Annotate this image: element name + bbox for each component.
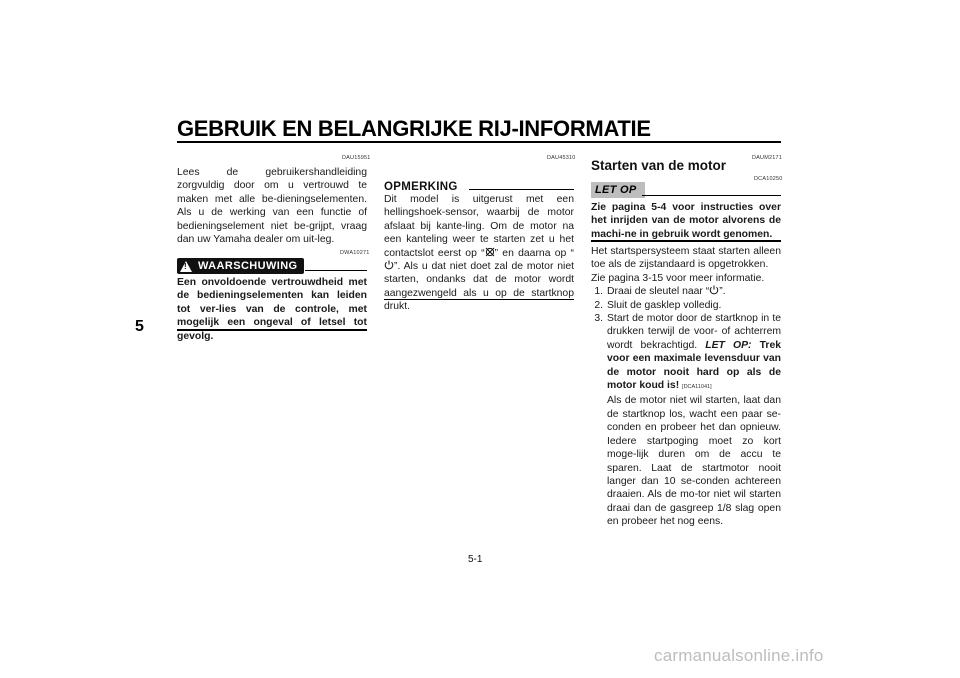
- reference-code: [DCA11041]: [682, 384, 712, 391]
- watermark: carmanualsonline.info: [654, 646, 824, 665]
- caution-rule: [591, 240, 781, 242]
- col1-warning-code: DWA10271: [340, 250, 370, 256]
- caution-code: DCA10250: [754, 176, 783, 182]
- col3-body: [591, 245, 781, 529]
- ignition-off-icon: [485, 247, 495, 257]
- col3-para2: Zie pagina 3-15 voor meer informatie.: [591, 272, 765, 284]
- caution-header-rule: [642, 195, 781, 196]
- warning-badge: [177, 258, 304, 274]
- col1-intro: Lees de gebruikershandleiding zorgvuldig door om u vertrouwd te maken met alle be-dieningselementen. Als u de werking van een functie of bedieningselement niet be-grijpt, vraag dan uw Yamaha dealer om uit-leg.: [177, 167, 367, 246]
- step-text: Start de motor door de startknop in te drukken terwijl de voor- of achterrem wordt bekrachtigd.: [607, 313, 781, 351]
- step-number: 3.: [594, 313, 603, 325]
- note-header: [384, 181, 574, 193]
- page-title: GEBRUIK EN BELANGRIJKE RIJ-INFORMATIE: [177, 116, 651, 141]
- list-item: [591, 312, 781, 394]
- col2-code: DAU45310: [547, 155, 576, 161]
- step3-followup: Als de motor niet wil starten, laat dan de startknop los, wacht een paar se-conden en probeer het dan opnieuw. Iedere startpoging moet zo kort moge-lijk duren om de accu te sparen. Laat de startmotor nooit langer dan 10 se-conden achtereen draaien. Als de mo-tor niet wil starten draai dan de gasgreep 1/8 slag open en probeer het nog eens.: [607, 395, 781, 528]
- col3-para1: Het startspersysteem staat starten alleen toe als de zijstandaard is opgetrokken.: [591, 246, 781, 271]
- page-number: 5-1: [468, 554, 483, 565]
- warning-text: Een onvoldoende vertrouwdheid met de bedieningselementen kan leiden tot ver-lies van de controle, met mogelijk een ongeval of letsel tot gevolg.: [177, 277, 367, 342]
- warning-header: [177, 258, 367, 276]
- step-text: Sluit de gasklep volledig.: [607, 299, 722, 311]
- warning-label: WAARSCHUWING: [198, 260, 298, 272]
- ignition-on-icon: [384, 260, 394, 270]
- note-text: [384, 193, 574, 314]
- title-rule: [177, 141, 781, 143]
- warning-triangle-icon: !: [180, 261, 192, 272]
- note-rule: [384, 299, 574, 300]
- inline-letop: LET OP:: [705, 339, 752, 351]
- caution-text: Zie pagina 5-4 voor instructies over het inrijden van de motor alvorens de machi-ne in gebruik wordt genomen.: [591, 202, 781, 240]
- list-item: [591, 299, 781, 312]
- chapter-tab: 5: [135, 318, 144, 335]
- note-label: OPMERKING: [384, 181, 458, 193]
- col3-code: DAUM2171: [752, 155, 783, 161]
- list-item: [591, 285, 781, 298]
- ignition-on-icon: [709, 285, 719, 295]
- note-text-part1: Dit model is uitgerust met een hellingshoek-sensor, waarbij de motor afslaat bij kante-ling. Om de motor na een kanteling weer te starten zet u het contactslot eerst op “: [384, 194, 574, 259]
- section-title: Starten van de motor: [591, 158, 727, 173]
- step-text: Draai de sleutel naar “: [607, 286, 710, 298]
- warning-rule: [177, 329, 367, 331]
- note-text-part3: ”. Als u dat niet doet zal de motor niet starten, ondanks dat de motor wordt aangezwengeld als u op de startknop drukt.: [384, 261, 574, 313]
- step-number: 1.: [594, 286, 603, 298]
- step-number: 2.: [594, 299, 603, 311]
- inline-warning: Trek voor een maximale levensduur van de motor nooit hard op als de motor koud is!: [607, 339, 782, 392]
- note-text-part2: ” en daarna op “: [494, 247, 575, 259]
- col1-code: DAU15951: [342, 155, 371, 161]
- caution-badge: LET OP: [591, 182, 645, 198]
- step-text-end: ”.: [719, 286, 726, 298]
